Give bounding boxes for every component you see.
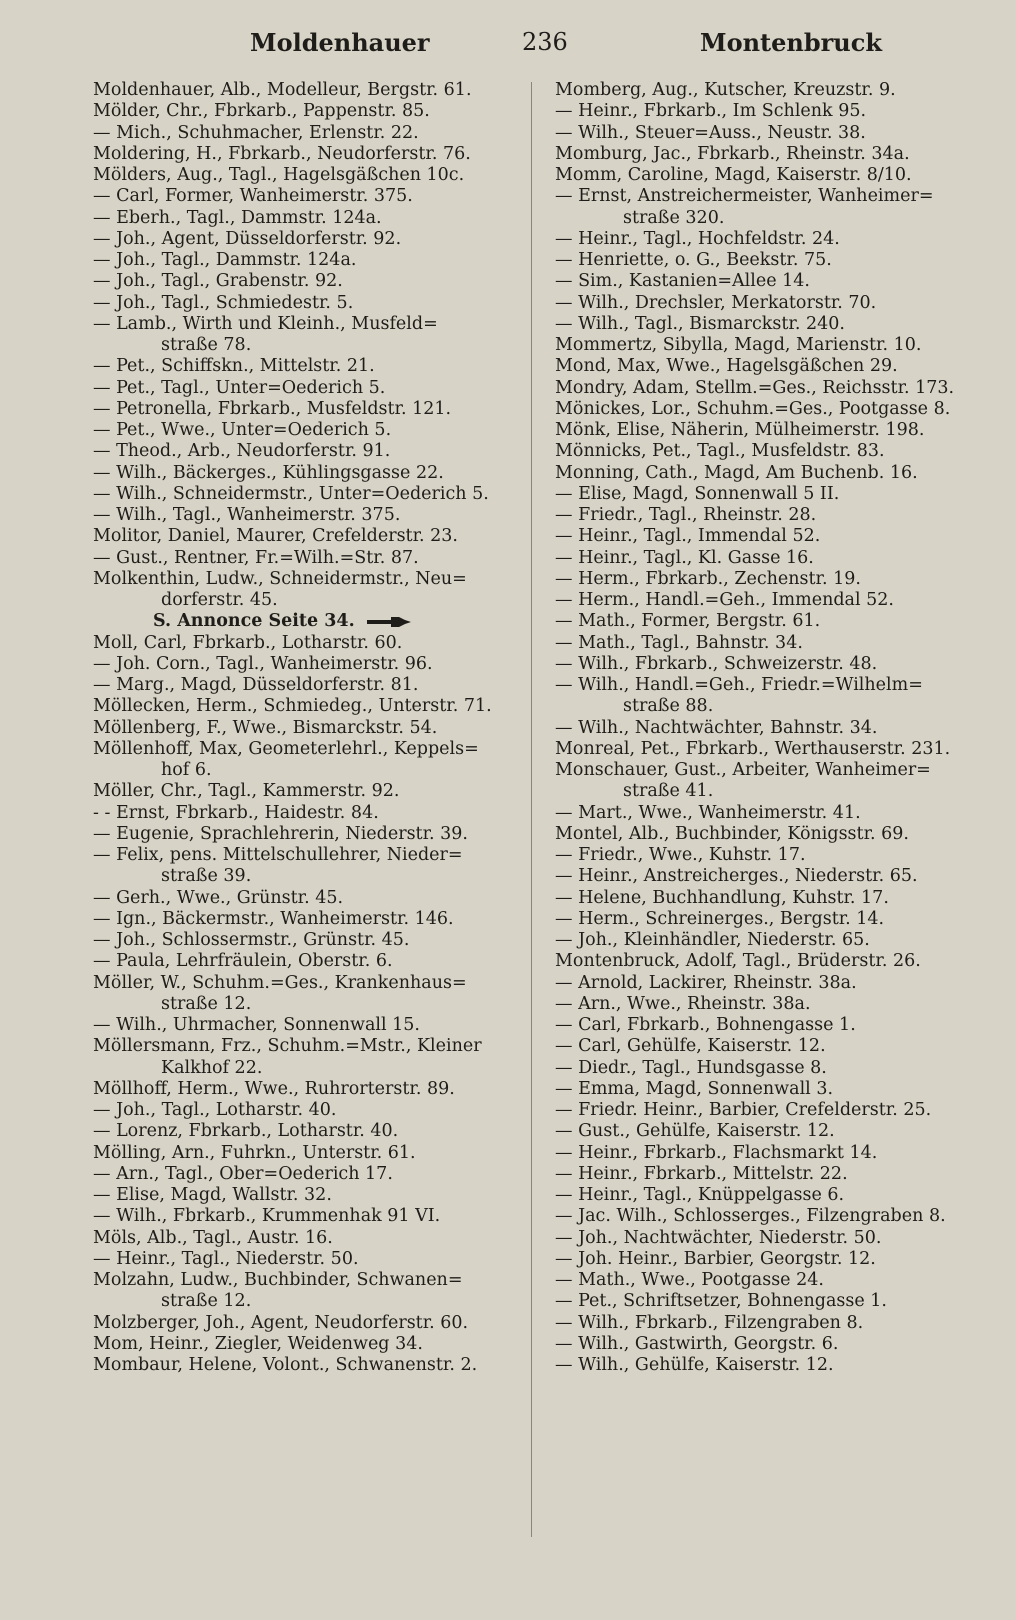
entry-text: — Joh. Heinr., Barbier, Georgstr. 12. — [555, 1248, 876, 1269]
directory-entry — [93, 633, 523, 654]
entry-text: Monning, Cath., Magd, Am Buchenb. 16. — [555, 462, 918, 483]
page-number: 236 — [522, 28, 568, 56]
directory-entry — [93, 1270, 523, 1291]
entry-text: — Elise, Magd, Sonnenwall 5 II. — [555, 483, 840, 504]
directory-entry — [555, 611, 995, 632]
entry-continuation — [93, 1291, 523, 1312]
pointing-hand-icon — [365, 614, 413, 630]
entry-text: Moll, Carl, Fbrkarb., Lotharstr. 60. — [93, 632, 403, 653]
right-column — [555, 80, 995, 1376]
entry-text: — Henriette, o. G., Beekstr. 75. — [555, 250, 832, 270]
directory-entry — [555, 590, 995, 611]
directory-entry — [555, 803, 995, 824]
entry-text: Montel, Alb., Buchbinder, Königsstr. 69. — [555, 823, 909, 844]
entry-text: — Herm., Fbrkarb., Zechenstr. 19. — [555, 568, 861, 589]
directory-entry — [93, 1355, 523, 1376]
directory-entry — [93, 696, 523, 717]
entry-continuation — [555, 781, 995, 802]
entry-text: — Arn., Wwe., Rheinstr. 38a. — [555, 993, 811, 1014]
directory-entry — [93, 1228, 523, 1249]
entry-text: — Wilh., Steuer=Auss., Neustr. 38. — [555, 122, 866, 143]
entry-text: — Heinr., Tagl., Immendal 52. — [555, 526, 821, 547]
directory-entry — [555, 973, 995, 994]
entry-text: — Pet., Schiffskn., Mittelstr. 21. — [93, 356, 375, 377]
directory-entry — [93, 1015, 523, 1036]
entry-text: — Theod., Arb., Neudorferstr. 91. — [93, 441, 391, 462]
directory-entry — [93, 718, 523, 739]
directory-entry — [93, 165, 523, 186]
entry-text: Möllersmann, Frz., Schuhm.=Mstr., Kleiner — [93, 1036, 482, 1057]
directory-entry — [555, 123, 995, 144]
entry-text: — Joh., Kleinhändler, Niederstr. 65. — [555, 930, 870, 950]
directory-entry — [93, 675, 523, 696]
entry-text: — Lamb., Wirth und Kleinh., Musfeld= — [93, 313, 438, 334]
directory-entry — [93, 548, 523, 569]
entry-text: — Heinr., Fbrkarb., Im Schlenk 95. — [555, 101, 867, 122]
directory-entry — [555, 505, 995, 526]
directory-entry — [93, 654, 523, 675]
directory-entry — [555, 1355, 995, 1376]
entry-text: — Joh., Tagl., Schmiedestr. 5. — [93, 292, 354, 313]
annonce-reference — [93, 611, 523, 632]
entry-text: - - Ernst, Fbrkarb., Haidestr. 84. — [93, 802, 379, 823]
entry-text: — Wilh., Tagl., Wanheimerstr. 375. — [93, 505, 401, 525]
directory-entry — [93, 505, 523, 526]
entry-text: straße 88. — [623, 696, 714, 717]
directory-entry — [93, 1249, 523, 1270]
directory-entry — [93, 186, 523, 207]
directory-entry — [555, 569, 995, 590]
directory-entry — [93, 250, 523, 271]
directory-entry — [93, 356, 523, 377]
entry-text: — Joh., Schlossermstr., Grünstr. 45. — [93, 930, 410, 950]
entry-text: — Pet., Wwe., Unter=Oederich 5. — [93, 420, 392, 440]
page-header — [0, 28, 1016, 68]
entry-text: Moldering, H., Fbrkarb., Neudorferstr. 76. — [93, 143, 471, 164]
entry-text: Momberg, Aug., Kutscher, Kreuzstr. 9. — [555, 80, 896, 100]
entry-continuation — [93, 1058, 523, 1079]
directory-entry — [555, 1079, 995, 1100]
entry-text: S. Annonce Seite 34. — [153, 611, 355, 632]
entry-text: — Marg., Magd, Düsseldorferstr. 81. — [93, 675, 419, 695]
directory-entry — [555, 165, 995, 186]
entry-text: — Carl, Former, Wanheimerstr. 375. — [93, 186, 413, 207]
entry-text: — Eberh., Tagl., Dammstr. 124a. — [93, 207, 382, 228]
directory-entry — [555, 1270, 995, 1291]
entry-text: Molkenthin, Ludw., Schneidermstr., Neu= — [93, 568, 467, 589]
directory-entry — [555, 484, 995, 505]
entry-continuation — [93, 590, 523, 611]
directory-entry — [93, 1079, 523, 1100]
directory-entry — [555, 356, 995, 377]
entry-text: — Heinr., Anstreicherges., Niederstr. 65. — [555, 866, 918, 887]
entry-text: Mölders, Aug., Tagl., Hagelsgäßchen 10c. — [93, 165, 465, 185]
directory-entry — [93, 441, 523, 462]
entry-continuation — [555, 208, 995, 229]
directory-entry — [555, 463, 995, 484]
entry-text: — Wilh., Gehülfe, Kaiserstr. 12. — [555, 1355, 834, 1375]
entry-text: straße 78. — [161, 335, 252, 355]
entry-text: — Emma, Magd, Sonnenwall 3. — [555, 1078, 834, 1099]
entry-text: Mommertz, Sibylla, Magd, Marienstr. 10. — [555, 335, 922, 355]
entry-text: — Mart., Wwe., Wanheimerstr. 41. — [555, 802, 861, 823]
directory-entry — [93, 1143, 523, 1164]
entry-text: straße 12. — [161, 993, 252, 1014]
directory-entry — [93, 951, 523, 972]
directory-entry — [93, 739, 523, 760]
entry-text: — Pet., Schriftsetzer, Bohnengasse 1. — [555, 1291, 887, 1312]
directory-entry — [555, 1228, 995, 1249]
entry-text: — Heinr., Tagl., Niederstr. 50. — [93, 1248, 359, 1269]
directory-entry — [93, 1164, 523, 1185]
directory-entry — [555, 335, 995, 356]
entry-text: Mölder, Chr., Fbrkarb., Pappenstr. 85. — [93, 101, 430, 122]
entry-text: straße 41. — [623, 781, 714, 802]
column-divider — [531, 82, 532, 1537]
directory-entry — [555, 441, 995, 462]
directory-entry — [93, 526, 523, 547]
directory-entry — [555, 186, 995, 207]
entry-continuation — [93, 866, 523, 887]
entry-text: — Elise, Magd, Wallstr. 32. — [93, 1185, 332, 1205]
entry-text: — Wilh., Tagl., Bismarckstr. 240. — [555, 313, 845, 334]
directory-entry — [555, 1058, 995, 1079]
directory-entry — [93, 781, 523, 802]
directory-entry — [555, 1313, 995, 1334]
entry-text: dorferstr. 45. — [161, 590, 278, 610]
directory-entry — [555, 633, 995, 654]
directory-entry — [555, 1291, 995, 1312]
entry-text: Molzberger, Joh., Agent, Neudorferstr. 60. — [93, 1312, 469, 1333]
directory-entry — [555, 888, 995, 909]
directory-entry — [555, 1334, 995, 1355]
entry-text: Mönickes, Lor., Schuhm.=Ges., Pootgasse 8. — [555, 398, 951, 419]
directory-entry — [555, 951, 995, 972]
directory-entry — [93, 378, 523, 399]
entry-text: — Petronella, Fbrkarb., Musfeldstr. 121. — [93, 398, 452, 419]
directory-entry — [555, 994, 995, 1015]
entry-text: — Heinr., Fbrkarb., Mittelstr. 22. — [555, 1163, 848, 1184]
entry-text: straße 12. — [161, 1291, 252, 1312]
entry-text: Monschauer, Gust., Arbeiter, Wanheimer= — [555, 760, 931, 780]
entry-text: — Heinr., Tagl., Kl. Gasse 16. — [555, 547, 814, 568]
entry-text: — Pet., Tagl., Unter=Oederich 5. — [93, 377, 386, 398]
entry-text: — Ign., Bäckermstr., Wanheimerstr. 146. — [93, 908, 454, 929]
directory-entry — [93, 1185, 523, 1206]
directory-entry — [555, 824, 995, 845]
entry-text: — Joh., Tagl., Grabenstr. 92. — [93, 271, 343, 292]
entry-text: — Wilh., Nachtwächter, Bahnstr. 34. — [555, 717, 878, 738]
entry-text: Molzahn, Ludw., Buchbinder, Schwanen= — [93, 1270, 463, 1290]
entry-text: — Gust., Rentner, Fr.=Wilh.=Str. 87. — [93, 547, 419, 568]
entry-text: — Gust., Gehülfe, Kaiserstr. 12. — [555, 1121, 835, 1142]
directory-entry — [93, 484, 523, 505]
directory-entry — [93, 973, 523, 994]
directory-entry — [93, 909, 523, 930]
directory-entry — [555, 760, 995, 781]
directory-entry — [555, 1100, 995, 1121]
entry-text: — Wilh., Drechsler, Merkatorstr. 70. — [555, 292, 877, 313]
entry-text: straße 39. — [161, 866, 252, 887]
directory-entry — [93, 208, 523, 229]
directory-entry — [555, 1121, 995, 1142]
entry-text: Mondry, Adam, Stellm.=Ges., Reichsstr. 173. — [555, 377, 955, 398]
entry-text: Möllenberg, F., Wwe., Bismarckstr. 54. — [93, 717, 438, 738]
entry-text: — Carl, Fbrkarb., Bohnengasse 1. — [555, 1015, 856, 1035]
entry-text: — Paula, Lehrfräulein, Oberstr. 6. — [93, 951, 393, 972]
directory-entry — [555, 930, 995, 951]
directory-entry — [555, 675, 995, 696]
entry-text: — Joh. Corn., Tagl., Wanheimerstr. 96. — [93, 653, 433, 674]
entry-text: Momm, Caroline, Magd, Kaiserstr. 8/10. — [555, 165, 912, 185]
entry-text: — Jac. Wilh., Schlosserges., Filzengraben 8. — [555, 1206, 946, 1227]
left-column — [93, 80, 523, 1376]
directory-entry — [555, 1036, 995, 1057]
entry-text: — Carl, Gehülfe, Kaiserstr. 12. — [555, 1036, 826, 1057]
entry-text: hof 6. — [161, 760, 212, 780]
entry-text: Mond, Max, Wwe., Hagelsgäßchen 29. — [555, 356, 898, 377]
entry-text: — Mich., Schuhmacher, Erlenstr. 22. — [93, 122, 419, 143]
directory-entry — [93, 1334, 523, 1355]
entry-text: Möller, Chr., Tagl., Kammerstr. 92. — [93, 781, 400, 802]
header-left-keyword: Moldenhauer — [250, 28, 430, 57]
entry-continuation — [555, 696, 995, 717]
directory-entry — [555, 1185, 995, 1206]
entry-text: — Heinr., Tagl., Hochfeldstr. 24. — [555, 228, 840, 249]
entry-text: — Wilh., Fbrkarb., Filzengraben 8. — [555, 1312, 864, 1333]
directory-entry — [555, 548, 995, 569]
entry-text: Mönnicks, Pet., Tagl., Musfeldstr. 83. — [555, 441, 885, 462]
entry-text: Mombaur, Helene, Volont., Schwanenstr. 2. — [93, 1355, 478, 1375]
directory-entry — [93, 1313, 523, 1334]
entry-text: — Friedr. Heinr., Barbier, Crefelderstr. 25. — [555, 1100, 932, 1120]
directory-entry — [93, 803, 523, 824]
directory-entry — [555, 293, 995, 314]
directory-entry — [555, 1015, 995, 1036]
entry-text: — Lorenz, Fbrkarb., Lotharstr. 40. — [93, 1121, 399, 1142]
entry-text: — Friedr., Wwe., Kuhstr. 17. — [555, 845, 806, 865]
entry-text: — Wilh., Gastwirth, Georgstr. 6. — [555, 1333, 839, 1354]
directory-entry — [93, 569, 523, 590]
entry-text: Momburg, Jac., Fbrkarb., Rheinstr. 34a. — [555, 143, 910, 164]
directory-entry — [555, 271, 995, 292]
directory-entry — [93, 1121, 523, 1142]
directory-entry — [93, 271, 523, 292]
entry-text: Mölling, Arn., Fuhrkn., Unterstr. 61. — [93, 1142, 416, 1163]
entry-text: — Math., Former, Bergstr. 61. — [555, 611, 821, 632]
entry-text: — Wilh., Bäckerges., Kühlingsgasse 22. — [93, 462, 444, 483]
directory-entry — [555, 739, 995, 760]
entry-text: Mom, Heinr., Ziegler, Weidenweg 34. — [93, 1333, 423, 1354]
entry-text: — Herm., Handl.=Geh., Immendal 52. — [555, 590, 894, 610]
entry-text: — Ernst, Anstreichermeister, Wanheimer= — [555, 186, 934, 207]
directory-entry — [555, 314, 995, 335]
entry-text: — Heinr., Tagl., Knüppelgasse 6. — [555, 1185, 845, 1205]
directory-entry — [93, 1100, 523, 1121]
directory-entry — [93, 824, 523, 845]
directory-entry — [555, 250, 995, 271]
entry-text: Kalkhof 22. — [161, 1057, 263, 1078]
directory-entry — [93, 888, 523, 909]
entry-text: — Joh., Tagl., Dammstr. 124a. — [93, 250, 357, 270]
entry-continuation — [93, 994, 523, 1015]
directory-entry — [555, 144, 995, 165]
entry-text: — Wilh., Handl.=Geh., Friedr.=Wilhelm= — [555, 675, 923, 695]
directory-entry — [555, 1249, 995, 1270]
entry-continuation — [93, 760, 523, 781]
entry-text: Möls, Alb., Tagl., Austr. 16. — [93, 1227, 333, 1248]
entry-text: — Eugenie, Sprachlehrerin, Niederstr. 39. — [93, 823, 468, 844]
entry-text: — Math., Tagl., Bahnstr. 34. — [555, 632, 803, 653]
entry-text: — Felix, pens. Mittelschullehrer, Nieder= — [93, 845, 463, 865]
entry-text: — Joh., Tagl., Lotharstr. 40. — [93, 1100, 337, 1120]
entry-text: — Joh., Nachtwächter, Niederstr. 50. — [555, 1227, 882, 1248]
entry-text: straße 320. — [623, 207, 725, 228]
directory-entry — [555, 654, 995, 675]
entry-text: — Arn., Tagl., Ober=Oederich 17. — [93, 1163, 393, 1184]
directory-entry — [555, 718, 995, 739]
entry-text: Möllecken, Herm., Schmiedeg., Unterstr. 71. — [93, 696, 492, 717]
directory-entry — [93, 229, 523, 250]
directory-entry — [93, 399, 523, 420]
directory-entry — [555, 1164, 995, 1185]
entry-text: Moldenhauer, Alb., Modelleur, Bergstr. 61. — [93, 80, 472, 100]
entry-text: — Friedr., Tagl., Rheinstr. 28. — [555, 505, 817, 525]
entry-text: — Joh., Agent, Düsseldorferstr. 92. — [93, 228, 402, 249]
directory-entry — [555, 909, 995, 930]
directory-entry — [93, 314, 523, 335]
entry-text: — Wilh., Fbrkarb., Schweizerstr. 48. — [555, 653, 878, 674]
entry-text: — Gerh., Wwe., Grünstr. 45. — [93, 887, 344, 908]
entry-text: — Sim., Kastanien=Allee 14. — [555, 271, 810, 292]
entry-text: Montenbruck, Adolf, Tagl., Brüderstr. 26. — [555, 951, 921, 972]
directory-entry — [555, 845, 995, 866]
entry-text: — Wilh., Schneidermstr., Unter=Oederich 5. — [93, 483, 489, 504]
directory-entry — [555, 420, 995, 441]
entry-text: — Heinr., Fbrkarb., Flachsmarkt 14. — [555, 1142, 878, 1163]
directory-entry — [93, 1206, 523, 1227]
entry-text: Möllhoff, Herm., Wwe., Ruhrorterstr. 89. — [93, 1078, 455, 1099]
directory-entry — [555, 80, 995, 101]
entry-text: — Herm., Schreinerges., Bergstr. 14. — [555, 908, 885, 929]
header-right-keyword: Montenbruck — [700, 28, 882, 57]
directory-entry — [555, 378, 995, 399]
directory-entry — [93, 293, 523, 314]
directory-entry — [93, 80, 523, 101]
directory-entry — [555, 101, 995, 122]
entry-text: — Wilh., Uhrmacher, Sonnenwall 15. — [93, 1015, 420, 1035]
directory-entry — [93, 123, 523, 144]
directory-entry — [93, 845, 523, 866]
directory-entry — [555, 866, 995, 887]
entry-text: Molitor, Daniel, Maurer, Crefelderstr. 23. — [93, 526, 458, 547]
directory-entry — [93, 1036, 523, 1057]
entry-text: Möller, W., Schuhm.=Ges., Krankenhaus= — [93, 972, 467, 993]
directory-entry — [93, 463, 523, 484]
directory-entry — [93, 101, 523, 122]
entry-text: — Arnold, Lackirer, Rheinstr. 38a. — [555, 972, 857, 993]
directory-entry — [555, 1143, 995, 1164]
entry-text: — Math., Wwe., Pootgasse 24. — [555, 1270, 824, 1290]
directory-entry — [555, 399, 995, 420]
entry-text: — Diedr., Tagl., Hundsgasse 8. — [555, 1057, 827, 1078]
directory-entry — [555, 1206, 995, 1227]
entry-text: Möllenhoff, Max, Geometerlehrl., Keppels= — [93, 738, 479, 759]
directory-entry — [93, 420, 523, 441]
directory-entry — [555, 526, 995, 547]
entry-text: — Helene, Buchhandlung, Kuhstr. 17. — [555, 887, 889, 908]
entry-continuation — [93, 335, 523, 356]
directory-entry — [93, 930, 523, 951]
directory-entry — [93, 144, 523, 165]
entry-text: — Wilh., Fbrkarb., Krummenhak 91 VI. — [93, 1206, 441, 1227]
entry-text: Monreal, Pet., Fbrkarb., Werthauserstr. 231. — [555, 738, 951, 759]
entry-text: Mönk, Elise, Näherin, Mülheimerstr. 198. — [555, 420, 925, 440]
directory-entry — [555, 229, 995, 250]
